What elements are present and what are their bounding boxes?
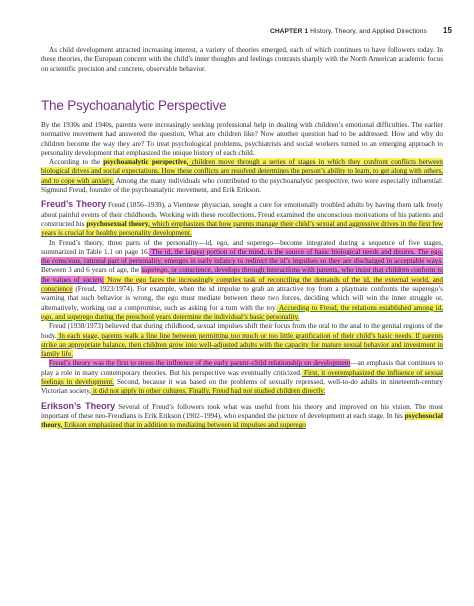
psychosocial-term: psychosocial theory, (41, 411, 443, 430)
freud-paragraph-1 (41, 200, 443, 238)
psychosexual-term: psychosexual theory, (86, 219, 150, 228)
section-title: The Psychoanalytic Perspective (41, 98, 227, 113)
psychoanalytic-paragraph-2 (41, 158, 443, 195)
freud-p1-a: Freud (1856–1939), a Viennese physician, sought a cure for emotionally troubled adults by having them talk freely about painful events of their childhoods. Working with these recollections, Freud examined the unconscious motivations of his patients and constructed his (41, 201, 443, 228)
p2-lead: According to the (49, 158, 104, 167)
ego-definition: The ego, the conscious, rational part of personality, emerges in early infancy to redirect the id’s impulses so they are discharged in acceptable ways. (41, 247, 443, 266)
criticism-1: First, it overemphasized the influence of sexual feelings in development. (41, 368, 443, 387)
freud-p4-d: Second, because it was based on the problems of sexually repressed, well-to-do adults in nineteenth-century Victorian society, (41, 378, 444, 396)
psychoanalytic-definition: children move through a series of stages in which they confront conflicts between biological drives and social expectations. How these conflicts are resolved determines the person’s ability to learn, to get along with others, and to cope with anxiety. (41, 158, 443, 185)
main-text (41, 121, 443, 431)
id-definition: The id, the largest portion of the mind, is the source of basic biological needs and desires. (149, 247, 416, 256)
freud-p3-a: Freud (1938/1973) believed that during childhood, sexual impulses shift their focus from the oral to the anal to the genital regions of the body. (41, 322, 443, 340)
freud-paragraph-2 (41, 239, 443, 323)
superego-definition: or conscience, develops through interactions with parents, who insist that children conform to the values of society. (41, 266, 444, 284)
freud-p2-d: Between 3 and 6 years of age, the (41, 266, 142, 275)
psychoanalytic-term: psychoanalytic perspective, (103, 158, 189, 167)
criticism-3: Finally, Freud had not studied children directly. (187, 387, 326, 396)
erikson-heading: Erikson’s Theory (41, 400, 116, 411)
freud-first-stress: Freud’s theory was the first to stress the influence of the early parent–child relationship on development (49, 359, 351, 368)
intro-block (41, 46, 443, 74)
freud-p4-b: —an emphasis that continues to play a role in many contemporary theories. But his perspective was eventually criticized. (41, 359, 444, 377)
freud-paragraph-3 (41, 322, 443, 359)
psychosexual-definition: which emphasizes that how parents manage their child’s sexual and aggressive drives in the first few years is crucial for healthy personality development. (41, 219, 444, 238)
freud-p2-a: In Freud’s theory, three parts of the personality—id, ego, and superego—become integrated during a sequence of five stages, summarized in Table 1.1 on page 16. (41, 238, 443, 256)
superego-term: superego, (141, 266, 170, 275)
psychoanalytic-paragraph-1: By the 1930s and 1940s, parents were increasingly seeking professional help in dealing with children’s emotional difficulties. The earlier normative movement had answered the question, What are children like? Now another question had to be addressed: How and why do children become the way they are? To treat psychological problems, psychiatrists and social workers turned to an emerging approach to personality development that emphasized the unique history of each child. (41, 121, 443, 157)
running-header (270, 26, 452, 35)
freud-p2-h: (Freud, 1923/1974). For example, when the id impulse to grab an attractive toy from a playmate confronts the superego’s warning that such behavior is wrong, the ego must mediate between these two forces, deciding which will win the inner struggle or, alternatively, working out a compromise, such as asking for a turn with the toy. (41, 285, 443, 312)
erikson-a: Several of Freud’s followers took what was useful from his theory and improved on his vision. The most important of these neo-Freudians is Erik Erikson (1902–1994), who expanded the picture of development at each stage. In his (41, 402, 443, 420)
intro-paragraph: As child development attracted increasing interest, a variety of theories emerged, each of which continues to have followers today. In these theories, the European concern with the child’s inner thoughts and feelings contrasts sharply with the North American academic focus on scientific precision and concrete, observable behavior. (41, 46, 443, 73)
freud-paragraph-4 (41, 359, 443, 396)
basic-personality: According to Freud, the relations established among id, ego, and superego during the preschool years determine the individual’s basic personality. (41, 303, 443, 321)
chapter-title: History, Theory, and Applied Directions (310, 28, 427, 35)
p2-rest: Among the many individuals who contributed to the psychoanalytic perspective, two were especially influential: Sigmund Freud, founder of the psychoanalytic movement, and Erik Erikson. (41, 176, 443, 195)
erikson-paragraph (41, 402, 443, 431)
criticism-2: it did not apply in other cultures. (91, 387, 188, 396)
ego-task: Now the ego faces the increasingly complex task of reconciling the demands of the id, the external world, and conscience (41, 275, 443, 294)
fine-line: In each stage, parents walk a fine line between permitting too much or too little gratification of their child’s basic needs. If parents strike an appropriate balance, then children grow into well-adjusted adults with the capacity for mature sexual behavior and investment in family life. (41, 331, 443, 359)
freud-heading: Freud’s Theory (41, 199, 106, 210)
page-number: 15 (442, 26, 452, 35)
chapter-label: CHAPTER 1 (269, 28, 309, 35)
psychosocial-definition: Erikson emphasized that in addition to mediating between id impulses and superego (62, 421, 306, 430)
